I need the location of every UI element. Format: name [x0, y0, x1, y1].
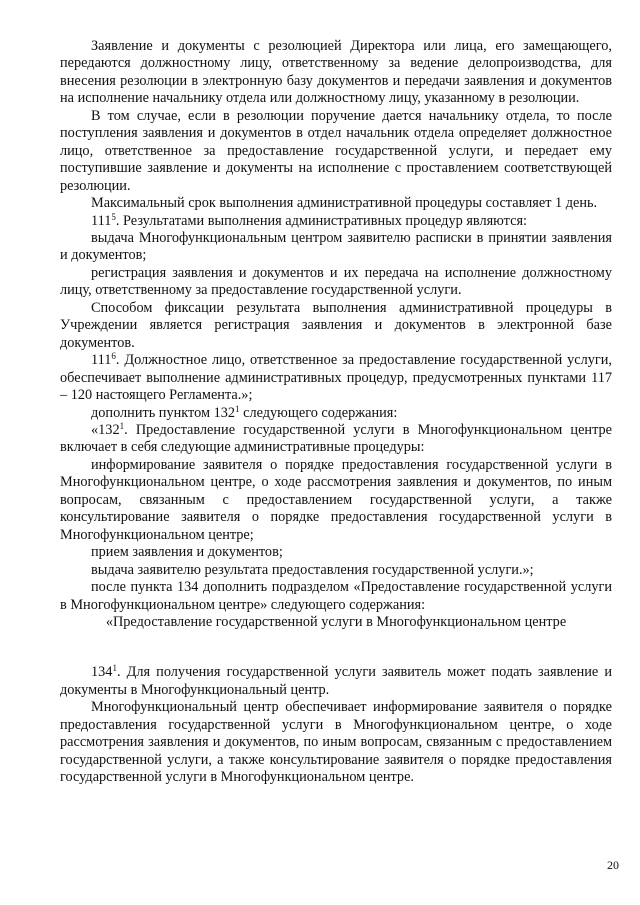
text-run: «132: [91, 421, 120, 438]
paragraph: [60, 213, 612, 230]
text-run: информирование заявителя о порядке предоставления государственной услуги в Многофункциональном центре, о ходе рассмотрения заявления и документов, по иным вопросам, связанным с предоставлением государственной услуги, а также консультирование заявителя о порядке предоставления государственной услуги в Многофункциональном центре;: [60, 456, 612, 543]
text-run: после пункта 134 дополнить подразделом «Предоставление государственной услуги в Многофункциональном центре» следующего содержания:: [60, 579, 612, 613]
text-run: 111: [91, 352, 112, 369]
text-run: Максимальный срок выполнения административной процедуры составляет 1 день.: [91, 195, 598, 212]
superscript-index: 1: [235, 403, 240, 414]
paragraph-gap: [60, 631, 612, 664]
paragraph: [60, 544, 612, 561]
paragraph: [60, 405, 612, 422]
paragraph: [60, 699, 612, 786]
superscript-index: 6: [111, 351, 116, 362]
text-run: Многофункциональный центр обеспечивает информирование заявителя о порядке предоставления государственной услуги в Многофункциональном центре, о ходе рассмотрения заявления и документов, по иным вопросам, связанным с предоставлением государственной услуги, а также консультирование заявителя о порядке предоставления государственной услуги в Многофункциональном центре.: [60, 699, 612, 786]
paragraph: [60, 195, 612, 212]
text-run: следующего содержания:: [239, 404, 398, 421]
text-run: 134: [91, 664, 113, 681]
text-run: . Для получения государственной услуги заявитель может подать заявление и документы в Многофункциональный центр.: [60, 664, 612, 698]
text-run: выдача Многофункциональным центром заявителю расписки в принятии заявления и документов;: [60, 229, 612, 264]
paragraph: [60, 457, 612, 544]
text-run: прием заявления и документов;: [91, 544, 283, 561]
page-number: 20: [607, 858, 619, 872]
paragraph: [60, 300, 612, 352]
subsection-heading: [60, 614, 612, 631]
paragraph: [60, 579, 612, 614]
paragraph: [60, 230, 612, 265]
paragraph: [60, 562, 612, 579]
text-run: . Предоставление государственной услуги в Многофункциональном центре включает в себя следующие административные процедуры:: [60, 421, 612, 456]
paragraph: [60, 422, 612, 457]
text-run: В том случае, если в резолюции поручение дается начальнику отдела, то после поступления заявления и документов в отдел начальник отдела определяет должностное лицо, ответственное за предоставление государственной услуги, и передает ему поступившие заявление и документы на исполнение с проставлением соответствующей резолюции.: [60, 107, 612, 194]
superscript-index: 5: [111, 211, 116, 222]
superscript-index: 1: [119, 420, 125, 431]
text-run: Заявление и документы с резолюцией Директора или лица, его замещающего, передаются должностному лицу, ответственному за ведение делопроизводства, для внесения резолюции в электронную базу документов и передачи заявления и документов на исполнение начальнику отдела или должностному лицу, указанному в резолюции.: [60, 38, 612, 107]
paragraph: [60, 352, 612, 404]
text-run: дополнить пунктом 132: [91, 404, 236, 421]
paragraph: [60, 108, 612, 195]
text-run: регистрация заявления и документов и их передача на исполнение должностному лицу, ответственному за предоставление государственной услуги.: [60, 264, 612, 299]
paragraph: [60, 38, 612, 108]
text-run: «Предоставление государственной услуги в Многофункциональном центре: [105, 613, 567, 630]
text-run: Способом фиксации результата выполнения административной процедуры в Учреждении является регистрация заявления и документов в электронной базе документов.: [60, 299, 612, 351]
document-body: [60, 38, 612, 787]
text-run: 111: [91, 212, 112, 229]
paragraph: [60, 664, 612, 699]
text-run: выдача заявителю результата предоставления государственной услуги.»;: [91, 561, 534, 578]
text-run: . Результатами выполнения административных процедур являются:: [115, 212, 527, 229]
superscript-index: 1: [112, 663, 117, 674]
paragraph: [60, 265, 612, 300]
text-run: . Должностное лицо, ответственное за предоставление государственной услуги, обеспечивает выполнение административных процедур, предусмотренных пунктами 117 – 120 настоящего Регламента.»;: [60, 352, 612, 404]
